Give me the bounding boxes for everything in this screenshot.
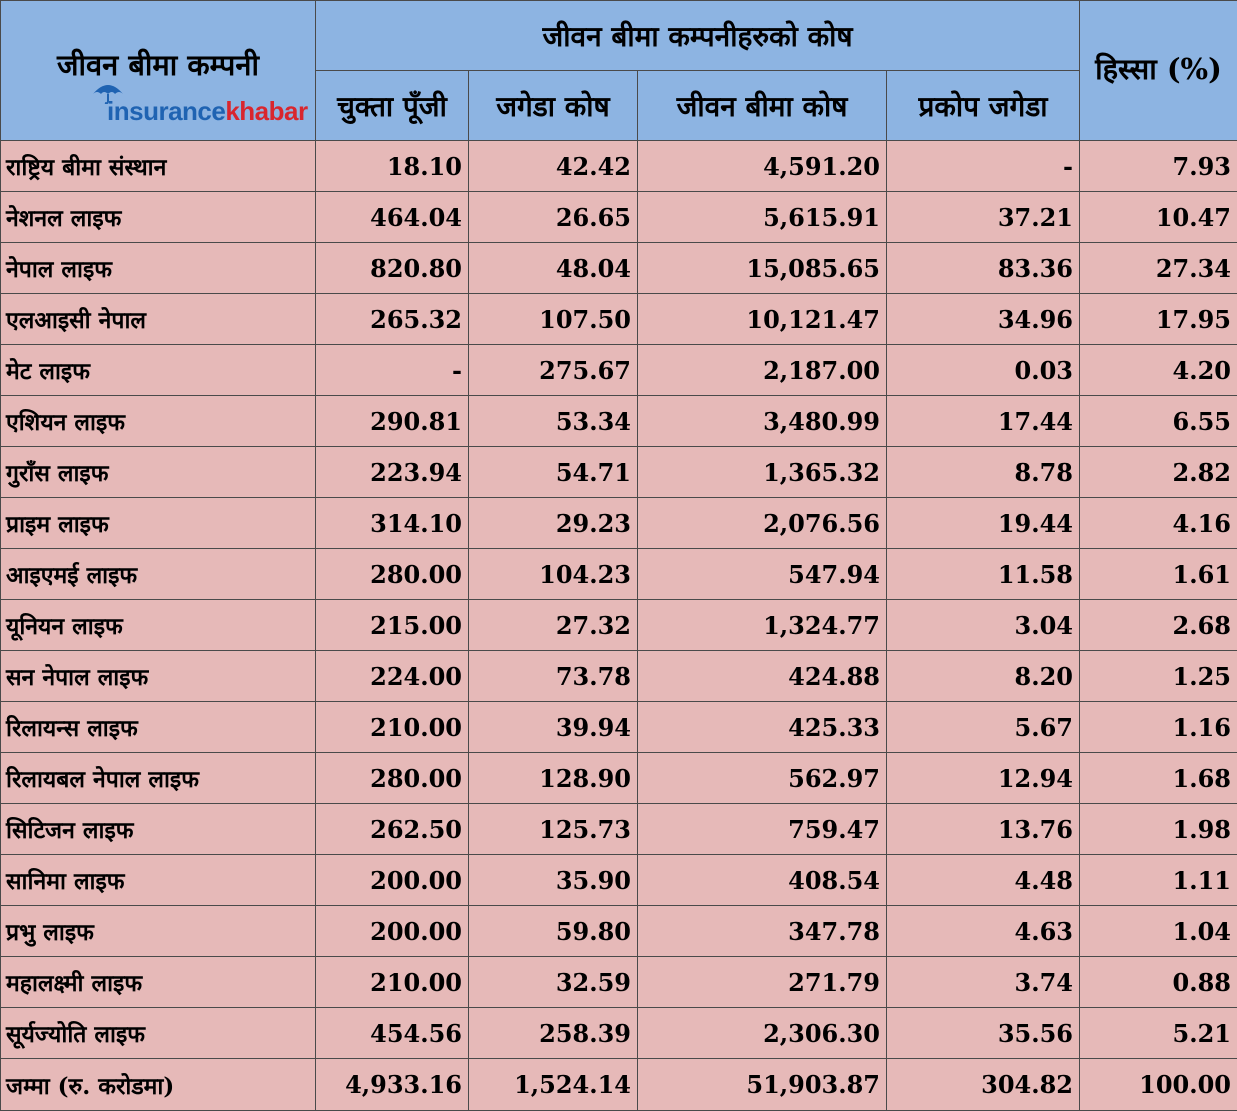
paid-up-capital-cell: 210.00 bbox=[316, 957, 469, 1008]
company-name-cell: मेट लाइफ bbox=[1, 345, 316, 396]
share-percent-cell: 1.98 bbox=[1080, 804, 1237, 855]
share-percent-cell: 0.88 bbox=[1080, 957, 1237, 1008]
company-name-cell: एलआइसी नेपाल bbox=[1, 294, 316, 345]
catastrophe-reserve-cell: 4.48 bbox=[887, 855, 1080, 906]
share-percent-cell: 1.11 bbox=[1080, 855, 1237, 906]
catastrophe-reserve-cell: 8.78 bbox=[887, 447, 1080, 498]
catastrophe-reserve-cell: 3.04 bbox=[887, 600, 1080, 651]
paid-up-capital-cell: 464.04 bbox=[316, 192, 469, 243]
catastrophe-reserve-cell: 34.96 bbox=[887, 294, 1080, 345]
company-name-cell: नेपाल लाइफ bbox=[1, 243, 316, 294]
total-paid-up-capital-cell: 4,933.16 bbox=[316, 1059, 469, 1111]
table-row bbox=[1, 753, 1237, 804]
paid-up-capital-cell: 210.00 bbox=[316, 702, 469, 753]
company-name-cell: सिटिजन लाइफ bbox=[1, 804, 316, 855]
catastrophe-reserve-cell: 83.36 bbox=[887, 243, 1080, 294]
catastrophe-reserve-cell: 19.44 bbox=[887, 498, 1080, 549]
table-row bbox=[1, 804, 1237, 855]
table-row bbox=[1, 906, 1237, 957]
paid-up-capital-cell: 820.80 bbox=[316, 243, 469, 294]
company-name-cell: सन नेपाल लाइफ bbox=[1, 651, 316, 702]
share-percent-cell: 1.16 bbox=[1080, 702, 1237, 753]
total-company-name-cell: जम्मा (रु. करोडमा) bbox=[1, 1059, 316, 1111]
life-insurance-fund-cell: 3,480.99 bbox=[638, 396, 887, 447]
reserve-fund-cell: 125.73 bbox=[469, 804, 638, 855]
life-insurance-fund-cell: 2,076.56 bbox=[638, 498, 887, 549]
share-percent-cell: 17.95 bbox=[1080, 294, 1237, 345]
reserve-fund-cell: 42.42 bbox=[469, 141, 638, 192]
paid-up-capital-cell: 454.56 bbox=[316, 1008, 469, 1059]
reserve-fund-cell: 104.23 bbox=[469, 549, 638, 600]
share-percent-cell: 5.21 bbox=[1080, 1008, 1237, 1059]
company-name-cell: यूनियन लाइफ bbox=[1, 600, 316, 651]
paid-up-capital-cell: - bbox=[316, 345, 469, 396]
company-name-cell: आइएमई लाइफ bbox=[1, 549, 316, 600]
life-insurance-fund-cell: 1,365.32 bbox=[638, 447, 887, 498]
life-insurance-fund-cell: 2,306.30 bbox=[638, 1008, 887, 1059]
life-insurance-fund-cell: 2,187.00 bbox=[638, 345, 887, 396]
table-row bbox=[1, 192, 1237, 243]
paid-up-capital-cell: 200.00 bbox=[316, 906, 469, 957]
share-percent-cell: 2.68 bbox=[1080, 600, 1237, 651]
paid-up-capital-cell: 314.10 bbox=[316, 498, 469, 549]
reserve-fund-cell: 26.65 bbox=[469, 192, 638, 243]
share-percent-cell: 27.34 bbox=[1080, 243, 1237, 294]
catastrophe-reserve-cell: 8.20 bbox=[887, 651, 1080, 702]
share-percent-cell: 2.82 bbox=[1080, 447, 1237, 498]
table-body bbox=[1, 141, 1237, 1111]
table-row bbox=[1, 345, 1237, 396]
catastrophe-reserve-cell: 35.56 bbox=[887, 1008, 1080, 1059]
reserve-fund-cell: 29.23 bbox=[469, 498, 638, 549]
company-name-cell: रिलायन्स लाइफ bbox=[1, 702, 316, 753]
life-insurance-fund-cell: 10,121.47 bbox=[638, 294, 887, 345]
catastrophe-reserve-cell: 13.76 bbox=[887, 804, 1080, 855]
company-name-cell: सूर्यज्योति लाइफ bbox=[1, 1008, 316, 1059]
share-percent-cell: 4.20 bbox=[1080, 345, 1237, 396]
paid-up-capital-cell: 280.00 bbox=[316, 753, 469, 804]
header-funds-group: जीवन बीमा कम्पनीहरुको कोष bbox=[316, 1, 1080, 71]
paid-up-capital-cell: 280.00 bbox=[316, 549, 469, 600]
header-catastrophe-reserve: प्रकोप जगेडा bbox=[887, 71, 1080, 141]
reserve-fund-cell: 53.34 bbox=[469, 396, 638, 447]
catastrophe-reserve-cell: 4.63 bbox=[887, 906, 1080, 957]
company-name-cell: सानिमा लाइफ bbox=[1, 855, 316, 906]
table-row bbox=[1, 1008, 1237, 1059]
catastrophe-reserve-cell: 12.94 bbox=[887, 753, 1080, 804]
company-name-cell: प्राइम लाइफ bbox=[1, 498, 316, 549]
share-percent-cell: 1.04 bbox=[1080, 906, 1237, 957]
header-company bbox=[1, 1, 316, 141]
catastrophe-reserve-cell: 5.67 bbox=[887, 702, 1080, 753]
share-percent-cell: 4.16 bbox=[1080, 498, 1237, 549]
logo-text-khabar: khabar bbox=[225, 96, 308, 126]
catastrophe-reserve-cell: 11.58 bbox=[887, 549, 1080, 600]
paid-up-capital-cell: 265.32 bbox=[316, 294, 469, 345]
reserve-fund-cell: 128.90 bbox=[469, 753, 638, 804]
table-row bbox=[1, 702, 1237, 753]
paid-up-capital-cell: 200.00 bbox=[316, 855, 469, 906]
life-insurance-fund-cell: 759.47 bbox=[638, 804, 887, 855]
reserve-fund-cell: 35.90 bbox=[469, 855, 638, 906]
life-insurance-fund-cell: 271.79 bbox=[638, 957, 887, 1008]
logo-text-insurance: insurance bbox=[107, 96, 226, 126]
table-row bbox=[1, 549, 1237, 600]
catastrophe-reserve-cell: 37.21 bbox=[887, 192, 1080, 243]
table-row bbox=[1, 957, 1237, 1008]
company-name-cell: नेशनल लाइफ bbox=[1, 192, 316, 243]
reserve-fund-cell: 107.50 bbox=[469, 294, 638, 345]
catastrophe-reserve-cell: - bbox=[887, 141, 1080, 192]
life-insurance-fund-cell: 425.33 bbox=[638, 702, 887, 753]
table-row bbox=[1, 243, 1237, 294]
paid-up-capital-cell: 290.81 bbox=[316, 396, 469, 447]
life-insurance-fund-cell: 547.94 bbox=[638, 549, 887, 600]
umbrella-icon bbox=[91, 80, 125, 104]
life-insurance-fund-cell: 15,085.65 bbox=[638, 243, 887, 294]
life-insurance-fund-cell: 424.88 bbox=[638, 651, 887, 702]
catastrophe-reserve-cell: 0.03 bbox=[887, 345, 1080, 396]
share-percent-cell: 1.61 bbox=[1080, 549, 1237, 600]
header-company-label: जीवन बीमा कम्पनी bbox=[57, 48, 259, 82]
company-name-cell: रिलायबल नेपाल लाइफ bbox=[1, 753, 316, 804]
total-catastrophe-reserve-cell: 304.82 bbox=[887, 1059, 1080, 1111]
reserve-fund-cell: 258.39 bbox=[469, 1008, 638, 1059]
share-percent-cell: 7.93 bbox=[1080, 141, 1237, 192]
total-life-insurance-fund-cell: 51,903.87 bbox=[638, 1059, 887, 1111]
total-row bbox=[1, 1059, 1237, 1111]
reserve-fund-cell: 27.32 bbox=[469, 600, 638, 651]
header-life-insurance-fund: जीवन बीमा कोष bbox=[638, 71, 887, 141]
reserve-fund-cell: 48.04 bbox=[469, 243, 638, 294]
company-name-cell: एशियन लाइफ bbox=[1, 396, 316, 447]
reserve-fund-cell: 59.80 bbox=[469, 906, 638, 957]
paid-up-capital-cell: 223.94 bbox=[316, 447, 469, 498]
company-name-cell: महालक्ष्मी लाइफ bbox=[1, 957, 316, 1008]
table-row bbox=[1, 294, 1237, 345]
reserve-fund-cell: 39.94 bbox=[469, 702, 638, 753]
header-paid-up-capital: चुक्ता पूँजी bbox=[316, 71, 469, 141]
table-row bbox=[1, 396, 1237, 447]
table-row bbox=[1, 600, 1237, 651]
reserve-fund-cell: 32.59 bbox=[469, 957, 638, 1008]
share-percent-cell: 1.68 bbox=[1080, 753, 1237, 804]
share-percent-cell: 10.47 bbox=[1080, 192, 1237, 243]
table-row bbox=[1, 855, 1237, 906]
life-insurance-fund-cell: 562.97 bbox=[638, 753, 887, 804]
total-reserve-fund-cell: 1,524.14 bbox=[469, 1059, 638, 1111]
paid-up-capital-cell: 262.50 bbox=[316, 804, 469, 855]
share-percent-cell: 6.55 bbox=[1080, 396, 1237, 447]
reserve-fund-cell: 54.71 bbox=[469, 447, 638, 498]
life-insurance-fund-cell: 408.54 bbox=[638, 855, 887, 906]
company-name-cell: गुराँस लाइफ bbox=[1, 447, 316, 498]
catastrophe-reserve-cell: 17.44 bbox=[887, 396, 1080, 447]
life-insurance-fund-cell: 347.78 bbox=[638, 906, 887, 957]
life-insurance-fund-cell: 1,324.77 bbox=[638, 600, 887, 651]
catastrophe-reserve-cell: 3.74 bbox=[887, 957, 1080, 1008]
life-insurance-fund-cell: 4,591.20 bbox=[638, 141, 887, 192]
total-share-percent-cell: 100.00 bbox=[1080, 1059, 1237, 1111]
table-row bbox=[1, 447, 1237, 498]
paid-up-capital-cell: 224.00 bbox=[316, 651, 469, 702]
insurancekhabar-logo bbox=[7, 96, 309, 136]
table-row bbox=[1, 498, 1237, 549]
reserve-fund-cell: 73.78 bbox=[469, 651, 638, 702]
paid-up-capital-cell: 18.10 bbox=[316, 141, 469, 192]
header-reserve-fund: जगेडा कोष bbox=[469, 71, 638, 141]
company-name-cell: राष्ट्रिय बीमा संस्थान bbox=[1, 141, 316, 192]
life-insurance-fund-cell: 5,615.91 bbox=[638, 192, 887, 243]
table-row bbox=[1, 651, 1237, 702]
header-share: हिस्सा (%) bbox=[1080, 1, 1237, 141]
table-row bbox=[1, 141, 1237, 192]
reserve-fund-cell: 275.67 bbox=[469, 345, 638, 396]
share-percent-cell: 1.25 bbox=[1080, 651, 1237, 702]
paid-up-capital-cell: 215.00 bbox=[316, 600, 469, 651]
company-name-cell: प्रभु लाइफ bbox=[1, 906, 316, 957]
